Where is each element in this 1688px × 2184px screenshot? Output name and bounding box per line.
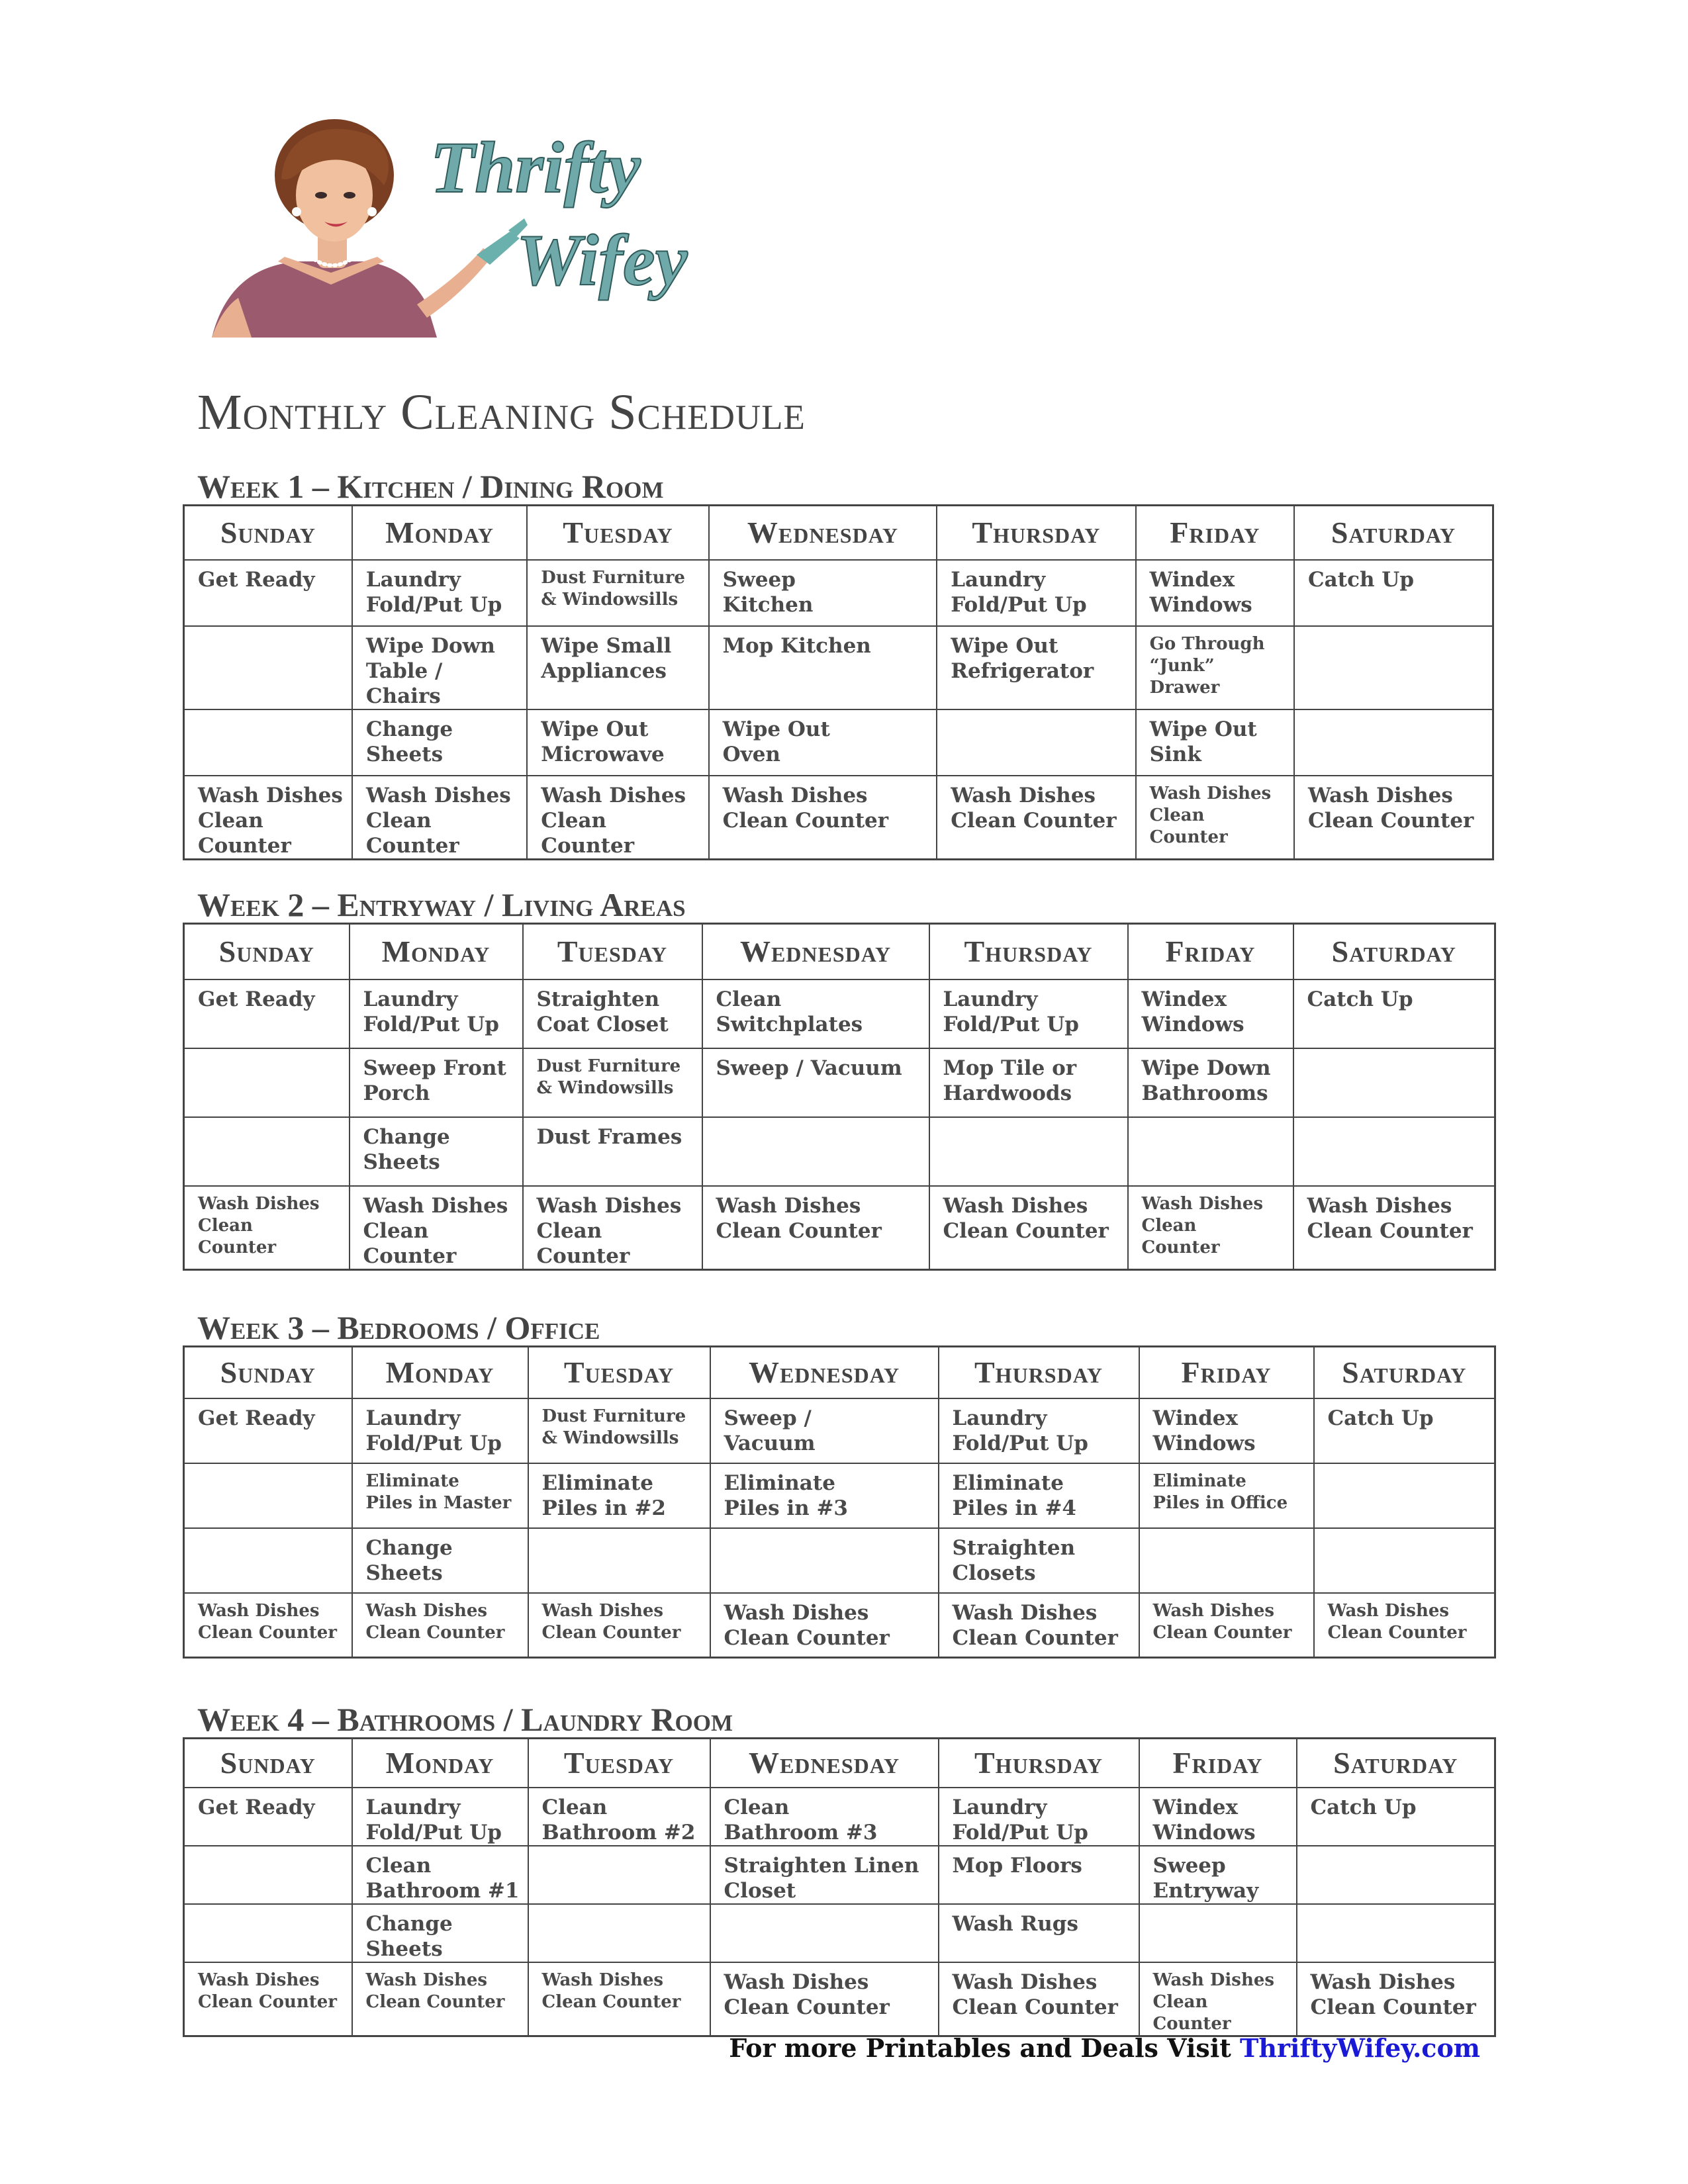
day-header: Thursday — [937, 506, 1135, 560]
task-cell — [184, 1846, 352, 1904]
task-cell — [1293, 1117, 1495, 1186]
task-cell — [528, 1528, 710, 1593]
table-row — [184, 1186, 1495, 1270]
day-header: Monday — [352, 1347, 528, 1398]
task-cell: Wash Dishes Clean Counter — [710, 1593, 939, 1658]
task-cell: Eliminate Piles in #4 — [939, 1463, 1139, 1528]
task-cell — [937, 709, 1135, 776]
task-cell: Dust Furniture & Windowsills — [523, 1048, 702, 1117]
week-4-title: Week 4 – Bathrooms / Laundry Room — [197, 1701, 733, 1738]
task-cell — [710, 1528, 939, 1593]
task-cell: Wash Dishes Clean Counter — [939, 1962, 1139, 2036]
task-cell: Laundry Fold/Put Up — [939, 1398, 1139, 1463]
task-cell: Laundry Fold/Put Up — [352, 560, 527, 626]
task-cell: Change Sheets — [352, 709, 527, 776]
task-cell — [184, 1528, 352, 1593]
task-cell: Wipe Out Microwave — [527, 709, 708, 776]
table-row — [184, 1117, 1495, 1186]
task-cell: Laundry Fold/Put Up — [352, 1398, 528, 1463]
task-cell: Eliminate Piles in Office — [1139, 1463, 1314, 1528]
task-cell: Catch Up — [1293, 979, 1495, 1048]
task-cell: Wash Dishes Clean Counter — [937, 776, 1135, 860]
day-header: Sunday — [184, 1347, 352, 1398]
task-cell — [1139, 1528, 1314, 1593]
svg-text:Wifey: Wifey — [516, 220, 688, 300]
task-cell: Wash Dishes Clean Counter — [1294, 776, 1493, 860]
task-cell: Clean Bathroom #1 — [352, 1846, 528, 1904]
week-2-header-row — [184, 924, 1495, 979]
task-cell: Eliminate Piles in Master — [352, 1463, 528, 1528]
task-cell — [1314, 1463, 1495, 1528]
task-cell — [528, 1904, 710, 1962]
task-cell: Wash Dishes Clean Counter — [184, 1593, 352, 1658]
task-cell: Clean Switchplates — [702, 979, 929, 1048]
task-cell — [1128, 1117, 1293, 1186]
task-cell: Mop Kitchen — [709, 626, 937, 709]
task-cell: Wash Dishes Clean Counter — [702, 1186, 929, 1270]
task-cell — [1293, 1048, 1495, 1117]
day-header: Saturday — [1314, 1347, 1495, 1398]
task-cell: Wash Dishes Clean Counter — [1139, 1593, 1314, 1658]
task-cell: Wash Dishes Clean Counter — [350, 1186, 523, 1270]
task-cell: Sweep Kitchen — [709, 560, 937, 626]
day-header: Sunday — [184, 924, 350, 979]
footer-text: For more Printables and Deals Visit — [729, 2033, 1241, 2063]
task-cell — [1139, 1904, 1297, 1962]
task-cell — [184, 1048, 350, 1117]
week-3-table — [183, 1345, 1496, 1659]
day-header: Sunday — [184, 506, 352, 560]
task-cell: Straighten Coat Closet — [523, 979, 702, 1048]
task-cell: Catch Up — [1294, 560, 1493, 626]
task-cell: Wash Dishes Clean Counter — [184, 1186, 350, 1270]
task-cell: Wash Dishes Clean Counter — [939, 1593, 1139, 1658]
day-header: Tuesday — [528, 1739, 710, 1788]
task-cell: Eliminate Piles in #2 — [528, 1463, 710, 1528]
task-cell: Straighten Linen Closet — [710, 1846, 939, 1904]
task-cell: Catch Up — [1314, 1398, 1495, 1463]
task-cell: Sweep Entryway — [1139, 1846, 1297, 1904]
task-cell: Wash Dishes Clean Counter — [352, 1593, 528, 1658]
task-cell: Dust Frames — [523, 1117, 702, 1186]
table-row — [184, 1048, 1495, 1117]
task-cell: Straighten Closets — [939, 1528, 1139, 1593]
week-4-header-row — [184, 1739, 1495, 1788]
task-cell: Wash Dishes Clean Counter — [528, 1593, 710, 1658]
table-row — [184, 560, 1493, 626]
task-cell: Wipe Down Table / Chairs — [352, 626, 527, 709]
week-1-title: Week 1 – Kitchen / Dining Room — [197, 468, 664, 505]
task-cell: Catch Up — [1297, 1788, 1495, 1846]
task-cell: Go Through “Junk” Drawer — [1136, 626, 1294, 709]
table-row — [184, 1463, 1495, 1528]
week-3-title: Week 3 – Bedrooms / Office — [197, 1309, 600, 1346]
task-cell: Laundry Fold/Put Up — [929, 979, 1128, 1048]
task-cell: Get Ready — [184, 979, 350, 1048]
week-2-table — [183, 923, 1496, 1271]
task-cell: Get Ready — [184, 560, 352, 626]
task-cell: Change Sheets — [352, 1904, 528, 1962]
task-cell: Dust Furniture & Windowsills — [527, 560, 708, 626]
table-row — [184, 776, 1493, 860]
day-header: Saturday — [1294, 506, 1493, 560]
week-1-header-row — [184, 506, 1493, 560]
table-row — [184, 709, 1493, 776]
task-cell — [702, 1117, 929, 1186]
task-cell: Wash Dishes Clean Counter — [1314, 1593, 1495, 1658]
task-cell: Wash Dishes Clean Counter — [352, 776, 527, 860]
task-cell: Change Sheets — [350, 1117, 523, 1186]
task-cell — [184, 1904, 352, 1962]
task-cell: Change Sheets — [352, 1528, 528, 1593]
table-row — [184, 626, 1493, 709]
task-cell: Mop Tile or Hardwoods — [929, 1048, 1128, 1117]
day-header: Wednesday — [709, 506, 937, 560]
table-row — [184, 979, 1495, 1048]
task-cell: Wash Dishes Clean Counter — [709, 776, 937, 860]
page-title: Monthly Cleaning Schedule — [197, 385, 806, 440]
day-header: Sunday — [184, 1739, 352, 1788]
day-header: Monday — [352, 1739, 528, 1788]
task-cell — [1294, 709, 1493, 776]
task-cell: Get Ready — [184, 1398, 352, 1463]
task-cell: Windex Windows — [1128, 979, 1293, 1048]
day-header: Tuesday — [527, 506, 708, 560]
task-cell — [1294, 626, 1493, 709]
task-cell: Windex Windows — [1136, 560, 1294, 626]
task-cell — [184, 1117, 350, 1186]
day-header: Tuesday — [528, 1347, 710, 1398]
task-cell: Wash Dishes Clean Counter — [184, 776, 352, 860]
week-1-table — [183, 504, 1494, 860]
task-cell: Dust Furniture & Windowsills — [528, 1398, 710, 1463]
week-2-title: Week 2 – Entryway / Living Areas — [197, 886, 686, 923]
day-header: Thursday — [939, 1739, 1139, 1788]
task-cell: Wash Dishes Clean Counter — [1297, 1962, 1495, 2036]
task-cell: Windex Windows — [1139, 1788, 1297, 1846]
day-header: Wednesday — [710, 1347, 939, 1398]
day-header: Friday — [1139, 1347, 1314, 1398]
day-header: Monday — [350, 924, 523, 979]
task-cell: Wash Dishes Clean Counter — [184, 1962, 352, 2036]
day-header: Monday — [352, 506, 527, 560]
task-cell: Mop Floors — [939, 1846, 1139, 1904]
day-header: Thursday — [939, 1347, 1139, 1398]
task-cell: Wash Dishes Clean Counter — [352, 1962, 528, 2036]
task-cell: Wash Dishes Clean Counter — [523, 1186, 702, 1270]
task-cell: Sweep Front Porch — [350, 1048, 523, 1117]
week-4-table — [183, 1737, 1496, 2037]
task-cell: Wash Rugs — [939, 1904, 1139, 1962]
task-cell: Laundry Fold/Put Up — [350, 979, 523, 1048]
task-cell — [1297, 1904, 1495, 1962]
task-cell: Wash Dishes Clean Counter — [1139, 1962, 1297, 2036]
task-cell: Sweep / Vacuum — [702, 1048, 929, 1117]
table-row — [184, 1593, 1495, 1658]
day-header: Friday — [1139, 1739, 1297, 1788]
website-link[interactable]: ThriftyWifey.com — [1240, 2033, 1480, 2063]
table-row — [184, 1962, 1495, 2036]
table-row — [184, 1904, 1495, 1962]
task-cell — [1297, 1846, 1495, 1904]
task-cell: Wash Dishes Clean Counter — [929, 1186, 1128, 1270]
task-cell: Wash Dishes Clean Counter — [528, 1962, 710, 2036]
task-cell — [528, 1846, 710, 1904]
footer — [729, 2033, 1480, 2063]
task-cell — [710, 1904, 939, 1962]
day-header: Saturday — [1293, 924, 1495, 979]
task-cell: Wipe Out Sink — [1136, 709, 1294, 776]
day-header: Wednesday — [710, 1739, 939, 1788]
week-3-header-row — [184, 1347, 1495, 1398]
svg-text:Thrifty: Thrifty — [430, 127, 641, 208]
task-cell: Clean Bathroom #2 — [528, 1788, 710, 1846]
task-cell: Windex Windows — [1139, 1398, 1314, 1463]
day-header: Tuesday — [523, 924, 702, 979]
table-row — [184, 1528, 1495, 1593]
task-cell: Get Ready — [184, 1788, 352, 1846]
task-cell — [184, 626, 352, 709]
task-cell: Laundry Fold/Put Up — [937, 560, 1135, 626]
task-cell: Wash Dishes Clean Counter — [1293, 1186, 1495, 1270]
task-cell: Wipe Small Appliances — [527, 626, 708, 709]
task-cell: Laundry Fold/Put Up — [352, 1788, 528, 1846]
day-header: Wednesday — [702, 924, 929, 979]
task-cell — [184, 1463, 352, 1528]
task-cell: Wash Dishes Clean Counter — [1136, 776, 1294, 860]
task-cell: Laundry Fold/Put Up — [939, 1788, 1139, 1846]
day-header: Friday — [1136, 506, 1294, 560]
task-cell: Wipe Out Refrigerator — [937, 626, 1135, 709]
task-cell — [1314, 1528, 1495, 1593]
task-cell: Wash Dishes Clean Counter — [1128, 1186, 1293, 1270]
table-row — [184, 1846, 1495, 1904]
task-cell — [184, 709, 352, 776]
day-header: Friday — [1128, 924, 1293, 979]
task-cell: Wipe Out Oven — [709, 709, 937, 776]
task-cell: Wipe Down Bathrooms — [1128, 1048, 1293, 1117]
task-cell: Eliminate Piles in #3 — [710, 1463, 939, 1528]
task-cell: Sweep / Vacuum — [710, 1398, 939, 1463]
task-cell: Wash Dishes Clean Counter — [710, 1962, 939, 2036]
day-header: Thursday — [929, 924, 1128, 979]
thrifty-wifey-logo — [199, 106, 702, 351]
table-row — [184, 1398, 1495, 1463]
task-cell: Clean Bathroom #3 — [710, 1788, 939, 1846]
task-cell: Wash Dishes Clean Counter — [527, 776, 708, 860]
task-cell — [929, 1117, 1128, 1186]
day-header: Saturday — [1297, 1739, 1495, 1788]
table-row — [184, 1788, 1495, 1846]
